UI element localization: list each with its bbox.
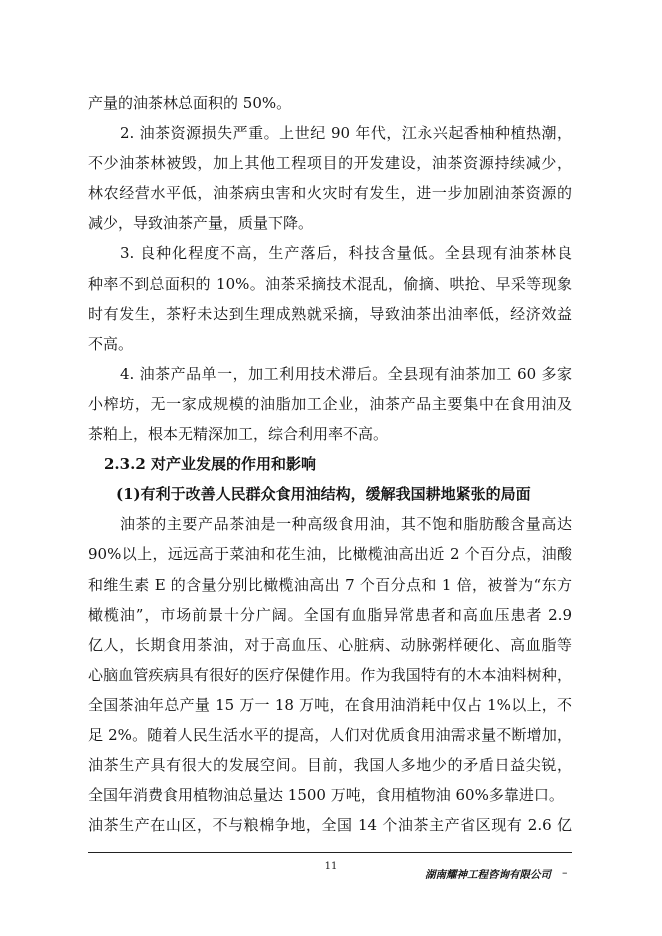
text-line: 小榨坊，无一家成规模的油脂加工企业，油茶产品主要集中在食用油及 (88, 394, 572, 413)
section-heading: 2.3.2 对产业发展的作用和影响 (104, 455, 316, 474)
footer-dash: – (562, 866, 568, 879)
text-line: 茶粕上，根本无精深加工，综合利用率不高。 (88, 425, 389, 444)
text-line: 油茶生产具有很大的发展空间。目前，我国人多地少的矛盾日益尖锐， (88, 756, 572, 775)
text-line: 产量的油茶林总面积的 50%。 (88, 94, 292, 112)
text-line: 90%以上，远远高于菜油和花生油，比橄榄油高出近 2 个百分点，油酸 (88, 545, 572, 564)
text-line: 4. 油茶产品单一，加工利用技术滞后。全县现有油茶加工 60 多家 (120, 364, 572, 383)
paragraph-continuation (88, 88, 572, 118)
text-line: 心脑血管疾病具有很好的医疗保健作用。作为我国特有的木本油料树种， (88, 665, 572, 684)
body-text (88, 88, 572, 840)
text-line: 足 2%。随着人民生活水平的提高，人们对优质食用油需求量不断增加， (88, 725, 572, 744)
text-line: 种率不到总面积的 10%。油茶采摘技术混乱，偷摘、哄抢、早采等现象 (88, 274, 572, 293)
text-line: 林农经营水平低，油茶病虫害和火灾时有发生，进一步加剧油茶资源的 (88, 184, 572, 203)
footer-company-name: 湖南耀神工程咨询有限公司 (425, 869, 551, 881)
text-line: 全国茶油年总产量 15 万一 18 万吨，在食用油消耗中仅占 1%以上，不 (88, 695, 572, 714)
page-number: 11 (324, 861, 338, 872)
paragraph-tea-oil (88, 509, 572, 840)
paragraph-item-2 (88, 118, 572, 238)
text-line: 全国年消费食用植物油总量达 1500 万吨，食用植物油 60%多靠进口。 (88, 786, 564, 805)
text-line: 油茶生产在山区，不与粮棉争地，全国 14 个油茶主产省区现有 2.6 亿 (88, 816, 572, 835)
text-line: 不少油茶林被毁，加上其他工程项目的开发建设，油茶资源持续减少， (88, 154, 572, 173)
text-line: 减少，导致油茶产量，质量下降。 (88, 214, 314, 233)
paragraph-item-3 (88, 238, 572, 358)
text-line: 2. 油茶资源损失严重。上世纪 90 年代，江永兴起香柚种植热潮， (120, 124, 572, 143)
text-line: 不高。 (88, 334, 134, 353)
subsection-heading: (1)有利于改善人民群众食用油结构，缓解我国耕地紧张的局面 (116, 485, 531, 504)
text-line: 时有发生，茶籽未达到生理成熟就采摘，导致油茶出油率低，经济效益 (88, 304, 572, 323)
text-line: 亿人，长期食用茶油，对于高血压、心脏病、动脉粥样硬化、高血脂等 (88, 635, 572, 654)
text-line: 和维生素 E 的含量分别比橄榄油高出 7 个百分点和 1 倍，被誉为“东方 (88, 575, 572, 594)
paragraph-item-4 (88, 359, 572, 449)
footer-divider (88, 852, 572, 853)
text-line: 橄榄油”，市场前景十分广阔。全国有血脂异常患者和高血压患者 2.9 (88, 605, 572, 624)
text-line: 3. 良种化程度不高，生产落后，科技含量低。全县现有油茶林良 (120, 244, 572, 263)
text-line: 油茶的主要产品茶油是一种高级食用油，其不饱和脂肪酸含量高达 (120, 515, 572, 534)
